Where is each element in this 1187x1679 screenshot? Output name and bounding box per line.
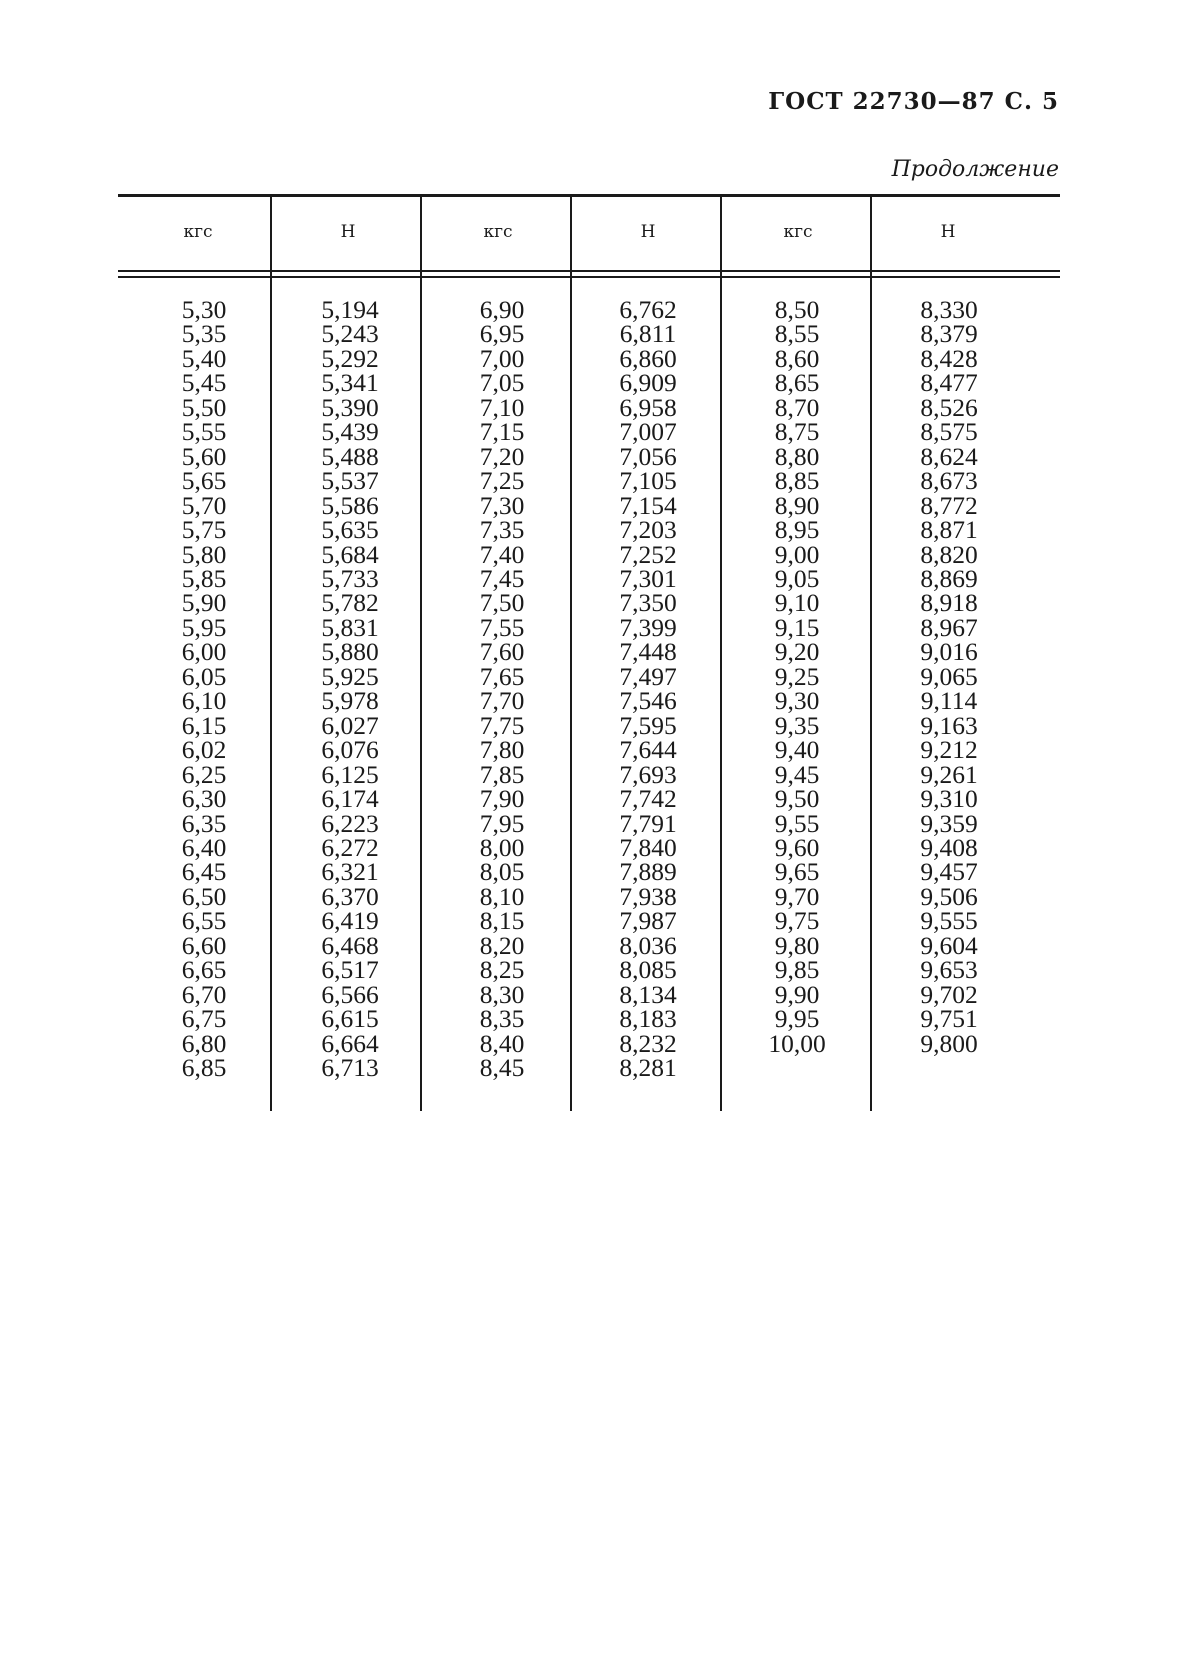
table-cell: 9,800 xyxy=(920,1028,978,1058)
table-cell: 5,243 xyxy=(321,319,379,349)
table-cell: 8,65 xyxy=(774,368,820,398)
table-cell: 6,958 xyxy=(619,392,677,422)
column-header-kgf-3: кгс xyxy=(783,222,813,242)
table-cell: 5,733 xyxy=(321,563,379,593)
table-cell: 9,10 xyxy=(774,588,820,618)
table-cell: 7,95 xyxy=(479,808,525,838)
table-cell: 8,183 xyxy=(619,1004,677,1034)
column-divider xyxy=(570,196,572,1111)
table-cell: 7,25 xyxy=(479,466,525,496)
continuation-label: Продолжение xyxy=(891,157,1059,182)
table-cell: 9,065 xyxy=(920,661,978,691)
table-cell: 9,65 xyxy=(774,857,820,887)
table-cell: 5,537 xyxy=(321,466,379,496)
table-cell: 6,517 xyxy=(321,955,379,985)
table-cell: 9,359 xyxy=(920,808,978,838)
table-cell: 6,80 xyxy=(181,1028,227,1058)
table-cell: 8,10 xyxy=(479,881,525,911)
table-cell: 6,027 xyxy=(321,710,379,740)
table-cell: 7,987 xyxy=(619,906,677,936)
column-kgf-1-values xyxy=(144,295,264,1083)
table-cell: 8,673 xyxy=(920,466,978,496)
table-cell: 5,60 xyxy=(181,441,227,471)
table-cell: 7,546 xyxy=(619,686,677,716)
column-kgf-2-values xyxy=(442,295,562,1083)
table-cell: 6,223 xyxy=(321,808,379,838)
table-cell: 8,772 xyxy=(920,490,978,520)
column-n-1-values xyxy=(290,295,410,1083)
table-cell: 8,871 xyxy=(920,515,978,545)
table-cell: 5,45 xyxy=(181,368,227,398)
table-cell: 9,114 xyxy=(920,686,978,716)
table-cell: 9,25 xyxy=(774,661,820,691)
table-cell: 5,65 xyxy=(181,466,227,496)
table-cell: 6,909 xyxy=(619,368,677,398)
table-cell: 9,70 xyxy=(774,881,820,911)
table-cell: 8,85 xyxy=(774,466,820,496)
table-cell: 10,00 xyxy=(768,1028,826,1058)
table-cell: 6,50 xyxy=(181,881,227,911)
table-cell: 6,811 xyxy=(619,319,677,349)
table-cell: 8,50 xyxy=(774,295,820,324)
table-cell: 5,831 xyxy=(321,612,379,642)
table-cell: 7,693 xyxy=(619,759,677,789)
table-cell: 6,65 xyxy=(181,955,227,985)
table-cell: 8,036 xyxy=(619,930,677,960)
column-divider xyxy=(420,196,422,1111)
table-cell: 6,762 xyxy=(619,295,677,324)
table-cell: 8,95 xyxy=(774,515,820,545)
table-cell: 5,70 xyxy=(181,490,227,520)
table-cell: 9,90 xyxy=(774,979,820,1009)
table-cell: 6,076 xyxy=(321,735,379,765)
table-cell: 5,85 xyxy=(181,563,227,593)
column-n-3-values xyxy=(889,295,1009,1058)
table-cell: 8,428 xyxy=(920,343,978,373)
table-cell: 5,341 xyxy=(321,368,379,398)
table-cell: 5,439 xyxy=(321,417,379,447)
table-cell: 5,292 xyxy=(321,343,379,373)
table-cell: 8,967 xyxy=(920,612,978,642)
table-cell: 7,742 xyxy=(619,784,677,814)
table-cell: 6,75 xyxy=(181,1004,227,1034)
table-cell: 6,860 xyxy=(619,343,677,373)
table-cell: 6,321 xyxy=(321,857,379,887)
page-header: ГОСТ 22730—87 С. 5 xyxy=(768,88,1059,115)
table-cell: 6,45 xyxy=(181,857,227,887)
table-cell: 7,75 xyxy=(479,710,525,740)
table-cell: 7,80 xyxy=(479,735,525,765)
table-cell: 9,016 xyxy=(920,637,978,667)
table-cell: 5,880 xyxy=(321,637,379,667)
table-cell: 9,212 xyxy=(920,735,978,765)
table-cell: 9,408 xyxy=(920,832,978,862)
column-header-kgf-1: кгс xyxy=(183,222,213,242)
table-cell: 7,05 xyxy=(479,368,525,398)
table-cell: 5,684 xyxy=(321,539,379,569)
table-cell: 6,95 xyxy=(479,319,525,349)
table-cell: 9,20 xyxy=(774,637,820,667)
table-cell: 5,80 xyxy=(181,539,227,569)
table-cell: 8,35 xyxy=(479,1004,525,1034)
table-cell: 8,20 xyxy=(479,930,525,960)
table-cell: 7,20 xyxy=(479,441,525,471)
column-n-3-values xyxy=(588,295,708,1083)
table-cell: 8,477 xyxy=(920,368,978,398)
table-cell: 8,25 xyxy=(479,955,525,985)
table-cell: 6,15 xyxy=(181,710,227,740)
table-cell: 8,80 xyxy=(774,441,820,471)
table-cell: 9,85 xyxy=(774,955,820,985)
table-cell: 5,40 xyxy=(181,343,227,373)
table-cell: 7,90 xyxy=(479,784,525,814)
table-cell: 7,497 xyxy=(619,661,677,691)
table-cell: 7,791 xyxy=(619,808,677,838)
column-divider xyxy=(270,196,272,1111)
table-cell: 6,40 xyxy=(181,832,227,862)
table-cell: 6,468 xyxy=(321,930,379,960)
table-cell: 8,330 xyxy=(920,295,978,324)
table-top-rule xyxy=(118,194,1060,197)
table-cell: 7,889 xyxy=(619,857,677,887)
table-cell: 8,624 xyxy=(920,441,978,471)
table-cell: 6,85 xyxy=(181,1053,227,1083)
table-cell: 8,40 xyxy=(479,1028,525,1058)
table-cell: 6,05 xyxy=(181,661,227,691)
table-cell: 8,15 xyxy=(479,906,525,936)
table-cell: 9,35 xyxy=(774,710,820,740)
table-cell: 8,60 xyxy=(774,343,820,373)
table-cell: 7,301 xyxy=(619,563,677,593)
table-cell: 5,978 xyxy=(321,686,379,716)
table-cell: 5,90 xyxy=(181,588,227,618)
table-cell: 6,60 xyxy=(181,930,227,960)
table-cell: 7,350 xyxy=(619,588,677,618)
column-header-n-2: Н xyxy=(640,222,656,242)
table-cell: 7,105 xyxy=(619,466,677,496)
table-cell: 9,555 xyxy=(920,906,978,936)
table-cell: 6,25 xyxy=(181,759,227,789)
column-header-kgf-2: кгс xyxy=(483,222,513,242)
table-cell: 9,75 xyxy=(774,906,820,936)
table-cell: 8,820 xyxy=(920,539,978,569)
table-cell: 9,604 xyxy=(920,930,978,960)
table-cell: 6,174 xyxy=(321,784,379,814)
table-cell: 7,595 xyxy=(619,710,677,740)
table-cell: 9,40 xyxy=(774,735,820,765)
table-cell: 6,70 xyxy=(181,979,227,1009)
conversion-table xyxy=(118,194,1060,1116)
table-cell: 6,713 xyxy=(321,1053,379,1083)
table-cell: 6,10 xyxy=(181,686,227,716)
table-cell: 9,310 xyxy=(920,784,978,814)
table-cell: 6,370 xyxy=(321,881,379,911)
table-cell: 8,085 xyxy=(619,955,677,985)
table-cell: 5,586 xyxy=(321,490,379,520)
table-cell: 9,653 xyxy=(920,955,978,985)
table-cell: 7,40 xyxy=(479,539,525,569)
table-cell: 9,457 xyxy=(920,857,978,887)
table-cell: 8,00 xyxy=(479,832,525,862)
table-cell: 7,056 xyxy=(619,441,677,471)
table-cell: 7,65 xyxy=(479,661,525,691)
table-cell: 7,252 xyxy=(619,539,677,569)
table-cell: 6,35 xyxy=(181,808,227,838)
table-cell: 8,526 xyxy=(920,392,978,422)
table-cell: 9,163 xyxy=(920,710,978,740)
table-cell: 5,35 xyxy=(181,319,227,349)
table-cell: 6,02 xyxy=(181,735,227,765)
table-cell: 8,134 xyxy=(619,979,677,1009)
table-cell: 9,45 xyxy=(774,759,820,789)
table-cell: 6,90 xyxy=(479,295,525,324)
column-divider xyxy=(870,196,872,1111)
table-cell: 5,75 xyxy=(181,515,227,545)
table-cell: 9,60 xyxy=(774,832,820,862)
table-cell: 5,635 xyxy=(321,515,379,545)
table-cell: 8,05 xyxy=(479,857,525,887)
table-cell: 9,751 xyxy=(920,1004,978,1034)
table-cell: 6,55 xyxy=(181,906,227,936)
table-cell: 7,45 xyxy=(479,563,525,593)
table-cell: 5,390 xyxy=(321,392,379,422)
table-cell: 7,50 xyxy=(479,588,525,618)
table-cell: 9,15 xyxy=(774,612,820,642)
table-cell: 8,281 xyxy=(619,1053,677,1083)
table-cell: 5,30 xyxy=(181,295,227,324)
table-cell: 7,00 xyxy=(479,343,525,373)
table-cell: 7,644 xyxy=(619,735,677,765)
table-cell: 9,55 xyxy=(774,808,820,838)
table-cell: 8,379 xyxy=(920,319,978,349)
column-divider xyxy=(720,196,722,1111)
table-cell: 9,261 xyxy=(920,759,978,789)
table-cell: 7,840 xyxy=(619,832,677,862)
table-cell: 7,30 xyxy=(479,490,525,520)
table-cell: 5,55 xyxy=(181,417,227,447)
table-cell: 5,782 xyxy=(321,588,379,618)
table-cell: 6,615 xyxy=(321,1004,379,1034)
table-cell: 7,10 xyxy=(479,392,525,422)
table-cell: 6,00 xyxy=(181,637,227,667)
table-cell: 6,419 xyxy=(321,906,379,936)
table-cell: 8,575 xyxy=(920,417,978,447)
table-cell: 5,50 xyxy=(181,392,227,422)
table-cell: 8,918 xyxy=(920,588,978,618)
table-cell: 7,35 xyxy=(479,515,525,545)
table-cell: 9,30 xyxy=(774,686,820,716)
table-cell: 9,702 xyxy=(920,979,978,1009)
table-cell: 7,55 xyxy=(479,612,525,642)
table-cell: 7,60 xyxy=(479,637,525,667)
table-cell: 8,232 xyxy=(619,1028,677,1058)
table-cell: 7,85 xyxy=(479,759,525,789)
table-cell: 7,154 xyxy=(619,490,677,520)
table-cell: 7,007 xyxy=(619,417,677,447)
table-cell: 8,869 xyxy=(920,563,978,593)
table-cell: 8,45 xyxy=(479,1053,525,1083)
table-cell: 9,506 xyxy=(920,881,978,911)
header-rule-2 xyxy=(118,276,1060,278)
table-cell: 6,30 xyxy=(181,784,227,814)
table-cell: 9,05 xyxy=(774,563,820,593)
table-cell: 5,488 xyxy=(321,441,379,471)
table-cell: 5,194 xyxy=(321,295,379,324)
table-cell: 6,272 xyxy=(321,832,379,862)
table-cell: 8,70 xyxy=(774,392,820,422)
table-cell: 9,80 xyxy=(774,930,820,960)
table-cell: 9,00 xyxy=(774,539,820,569)
table-cell: 5,95 xyxy=(181,612,227,642)
column-kgf-3-values xyxy=(737,295,857,1058)
header-rule-1 xyxy=(118,270,1060,272)
table-cell: 7,448 xyxy=(619,637,677,667)
column-header-n-3: Н xyxy=(940,222,956,242)
table-cell: 8,30 xyxy=(479,979,525,1009)
table-cell: 9,50 xyxy=(774,784,820,814)
table-cell: 8,90 xyxy=(774,490,820,520)
table-cell: 7,70 xyxy=(479,686,525,716)
table-cell: 8,75 xyxy=(774,417,820,447)
table-cell: 9,95 xyxy=(774,1004,820,1034)
table-cell: 7,399 xyxy=(619,612,677,642)
table-cell: 5,925 xyxy=(321,661,379,691)
table-cell: 6,125 xyxy=(321,759,379,789)
table-cell: 6,566 xyxy=(321,979,379,1009)
table-cell: 7,203 xyxy=(619,515,677,545)
column-header-n-1: Н xyxy=(340,222,356,242)
table-cell: 7,15 xyxy=(479,417,525,447)
table-cell: 6,664 xyxy=(321,1028,379,1058)
table-cell: 7,938 xyxy=(619,881,677,911)
table-cell: 8,55 xyxy=(774,319,820,349)
